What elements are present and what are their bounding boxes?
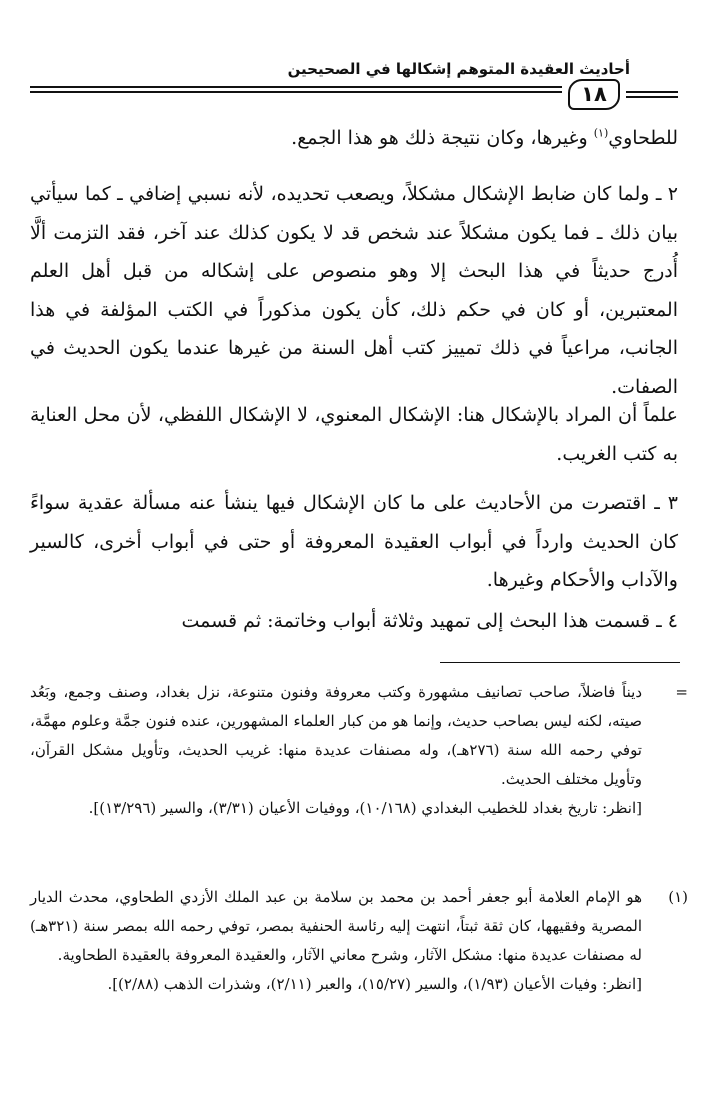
paragraph-1-start: للطحاوي bbox=[608, 127, 678, 149]
paragraph-5 bbox=[30, 602, 678, 641]
header-rule-right bbox=[626, 91, 678, 93]
paragraph-1 bbox=[30, 119, 678, 158]
paragraph-4-text: ٣ ـ اقتصرت من الأحاديث على ما كان الإشكال فيها ينشأ عنه مسألة عقدية سواءً كان الحديث وارداً في أبواب العقيدة المعروفة أو حتى في أبواب أخرى، كالسير والآداب والأحكام وغيرها. bbox=[30, 492, 678, 592]
footnote-1-references: [انظر: وفيات الأعيان (١/٩٣)، والسير (١٥/٢٧)، والعبر (٢/١١)، وشذرات الذهب (٢/٨٨)]. bbox=[107, 975, 642, 993]
header-rule-bottom bbox=[30, 91, 562, 93]
paragraph-5-text: ٤ ـ قسمت هذا البحث إلى تمهيد وثلاثة أبواب وخاتمة: ثم قسمت bbox=[181, 610, 678, 632]
paragraph-4 bbox=[30, 484, 678, 600]
footnote-1-text: هو الإمام العلامة أبو جعفر أحمد بن محمد بن سلامة بن عبد الملك الأزدي الطحاوي، محدث الديار المصرية وفقيهها، كان ثقة ثبتاً، انتهت إليه رئاسة الحنفية بمصر، توفي رحمه الله بمصر سنة (٣٢١هـ) له مصنفات عديدة منها: مشكل الآثار، وشرح معاني الآثار، والعقيدة المعروفة بالعقيدة الطحاوية. bbox=[30, 888, 642, 964]
paragraph-3 bbox=[30, 396, 678, 473]
footnote-reference[interactable]: (١) bbox=[593, 126, 609, 140]
paragraph-3-text: علماً أن المراد بالإشكال هنا: الإشكال المعنوي، لا الإشكال اللفظي، لأن محل العناية به كتب الغريب. bbox=[30, 404, 678, 465]
header-rule-top bbox=[30, 86, 562, 88]
footnote-continued-references: [انظر: تاريخ بغداد للخطيب البغدادي (١٠/١٦٨)، ووفيات الأعيان (٣/٣١)، والسير (١٣/٢٩٦)]. bbox=[88, 799, 642, 817]
paragraph-2 bbox=[30, 175, 678, 407]
paragraph-2-text: ٢ ـ ولما كان ضابط الإشكال مشكلاً، ويصعب تحديده، لأنه نسبي إضافي ـ كما سيأتي بيان ذلك ـ فما يكون مشكلاً عند شخص قد لا يكون كذلك عند آخر، فقد التزمت ألَّا أُدرج حديثاً في هذا البحث إلا وهو منصوص على إشكاله من قبل أهل العلم المعتبرين، أو كان في حكم ذلك، كأن يكون مذكوراً في الكتب المؤلفة في هذا الجانب، مراعياً في ذلك تمييز كتب أهل السنة من غيرها عندما يكون الحديث في الصفات. bbox=[30, 183, 678, 398]
footnote-continued bbox=[30, 678, 688, 823]
footnote-continued-text: ديناً فاضلاً، صاحب تصانيف مشهورة وكتب معروفة وفنون متنوعة، نزل بغداد، وصنف وجمع، وبَعُد صيته، لكنه ليس بصاحب حديث، وإنما هو من كبار العلماء المشهورين، عنده فنون جمَّة وعلوم مهمَّة، توفي رحمه الله سنة (٢٧٦هـ)، وله مصنفات عديدة منها: غريب الحديث، وتأويل مشكل القرآن، وتأويل مختلف الحديث. bbox=[30, 683, 642, 788]
header-rule-right-lower bbox=[626, 96, 678, 98]
footnote-separator bbox=[440, 662, 680, 663]
running-title: أحاديث العقيدة المتوهم إشكالها في الصحيحين bbox=[287, 60, 630, 78]
footnote-1 bbox=[30, 883, 688, 999]
paragraph-1-end: وغيرها، وكان نتيجة ذلك هو هذا الجمع. bbox=[291, 127, 594, 149]
page-number: ١٨ bbox=[568, 79, 620, 110]
footnote-1-marker: (١) bbox=[668, 888, 688, 906]
footnote-continuation-marker: = bbox=[675, 683, 688, 701]
